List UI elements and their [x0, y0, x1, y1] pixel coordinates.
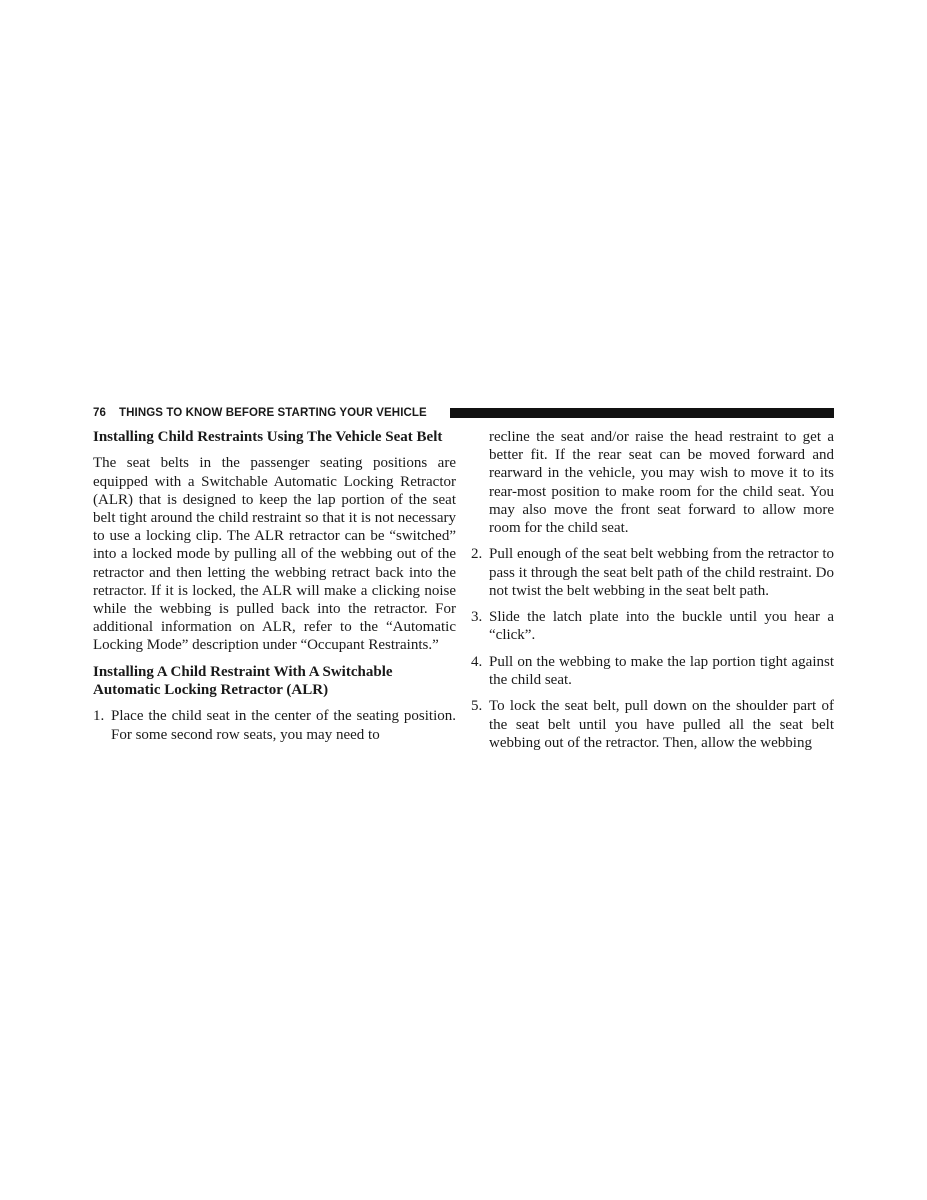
- list-item-text: Pull on the webbing to make the lap portion tight against the child seat.: [489, 653, 834, 688]
- list-item-number: 3.: [471, 609, 483, 626]
- list-item-number: 4.: [471, 653, 483, 670]
- section-title: THINGS TO KNOW BEFORE STARTING YOUR VEHICLE: [119, 407, 427, 419]
- list-item-text: To lock the seat belt, pull down on the shoulder part of the seat belt until you have pulled all the seat belt webbing out of the retractor. Then, allow the webbing: [489, 698, 834, 751]
- list-item-text: Place the child seat in the center of the seating position. For some second row seats, you may need to: [111, 708, 456, 743]
- list-item: [93, 707, 456, 743]
- list-item-text: Pull enough of the seat belt webbing from the retractor to pass it through the seat belt path of the child restraint. Do not twist the belt webbing in the seat belt path.: [489, 546, 834, 599]
- list-item: [471, 608, 834, 644]
- heading-switchable-alr: Installing A Child Restraint With A Switchable Automatic Locking Retractor (ALR): [93, 663, 393, 699]
- list-item-number: 5.: [471, 698, 483, 715]
- heading-vehicle-seat-belt: Installing Child Restraints Using The Vehicle Seat Belt: [93, 429, 443, 445]
- alr-description-paragraph: The seat belts in the passenger seating positions are equipped with a Switchable Automatic Locking Retractor (ALR) that is designed to keep the lap portion of the seat belt tight around the child restraint so that it is not necessary to use a locking clip. The ALR retractor can be “switched” into a locked mode by pulling all of the webbing out of the retractor and then letting the webbing retract back into the retractor. If it is locked, the ALR will make a clicking noise while the webbing is pulled back into the retractor. For additional information on ALR, refer to the “Automatic Locking Mode” description under “Occupant Restraints.”: [93, 455, 456, 654]
- list-item: [471, 697, 834, 752]
- list-item-number: 2.: [471, 546, 483, 563]
- header-rule-bar: [450, 408, 834, 418]
- left-column: [93, 428, 456, 744]
- list-item: [471, 653, 834, 689]
- right-column: [471, 428, 834, 752]
- list-item: [471, 545, 834, 600]
- step1-continuation: recline the seat and/or raise the head restraint to get a better fit. If the rear seat can be moved forward and rearward in the vehicle, you may wish to move it to its rear-most position to make room for the child seat. You may also move the front seat forward to allow more room for the child seat.: [489, 429, 834, 537]
- page-number: 76: [93, 407, 106, 419]
- page-header: [93, 405, 834, 421]
- list-item-number: 1.: [93, 708, 105, 725]
- list-item-text: Slide the latch plate into the buckle until you hear a “click”.: [489, 609, 834, 644]
